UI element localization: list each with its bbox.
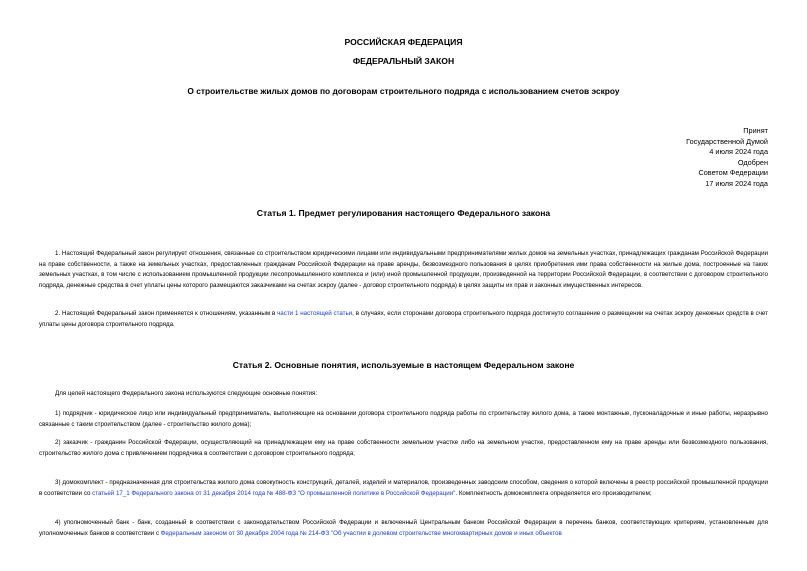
paragraph-text: , в случаях, если сторонами договора строительного подряда достигнуто соглашение о размещении на счетах эскроу денежных средств в счет уплаты цены договора строительного подряда.	[39, 310, 768, 328]
definition-item-2: 2) заказчик - гражданин Российской Федерации, осуществляющий на принадлежащем ему на праве собственности земельном участке либо на земельном участке, предоставленном ему на праве аренды или безвозмездного пользования, строительство жилого дома с привлечением подрядчика в соответствии с договором строительного подряда;	[39, 439, 768, 457]
paragraph-text: 3) домокомплект - предназначенная для строительства жилого дома совокупность конструкций, деталей, изделий и материалов, произведенных заводским способом, сведения о которой включены в реестр российской промышленной продукции в соответствии со	[39, 479, 768, 497]
adoption-line: Государственной Думой	[686, 136, 768, 146]
article-2-intro: Для целей настоящего Федерального закона используются следующие основные понятия:	[55, 390, 318, 397]
article-2-heading: Статья 2. Основные понятия, используемые в настоящем Федеральном законе	[232, 360, 575, 370]
adoption-line: 17 июля 2024 года	[705, 178, 768, 188]
country-heading: РОССИЙСКАЯ ФЕДЕРАЦИЯ	[344, 37, 463, 47]
definition-item-3	[39, 478, 768, 499]
law-title: О строительстве жилых домов по договорам строительного подряда с использованием счетов эскроу	[187, 86, 620, 96]
law-link[interactable]: статьей 17_1 Федерального закона от 31 декабря 2014 года № 488-ФЗ "О промышленной политике в Российской Федерации"	[92, 489, 456, 497]
adoption-line: 4 июля 2024 года	[709, 147, 768, 157]
adoption-block	[686, 126, 768, 190]
article-1-heading: Статья 1. Предмет регулирования настоящего Федерального закона	[256, 208, 551, 218]
article-1-paragraph-2	[39, 309, 768, 330]
article-1-paragraph-1: 1. Настоящий Федеральный закон регулирует отношения, связанные со строительством юридическими лицами или индивидуальными предпринимателями жилых домов на земельных участках, принадлежащих гражданам Российской Федерации на праве собственности, а также на земельных участках, предоставленных гражданам Российской Федерации на праве аренды, безвозмездного пользования в целях приобретения ими права собственности на жилые дома, построенные на таких земельных участках, в том числе с использованием промышленной продукции лесопромышленного комплекса и (или) иной промышленной продукции, произведенной на территории Российской Федерации, в соответствии с договором строительного подряда, денежные средства в счет уплаты цены которого размещаются заказчиками на счетах эскроу (далее - договор строительного подряда) в целях защиты их прав и законных имущественных интересов.	[39, 250, 768, 289]
paragraph-text: . Комплектность домокомплекта определяется его производителем;	[455, 489, 652, 497]
adoption-line: Советом Федерации	[698, 168, 768, 178]
adoption-line: Принят	[743, 126, 768, 135]
definition-item-4	[39, 518, 768, 539]
adoption-line: Одобрен	[737, 157, 768, 167]
paragraph-text: 2. Настоящий Федеральный закон применяется к отношениям, указанным в	[55, 310, 278, 317]
paragraph-text: 4) уполномоченный банк - банк, созданный в соответствии с законодательством Российской Федерации и включенный Центральным банком Российской Федерации в перечень банков, соответствующих критериям, установленным для уполномоченных банков в соответствии с	[39, 519, 768, 537]
definition-item-1: 1) подрядчик - юридическое лицо или индивидуальный предприниматель, выполняющие на основании договора строительного подряда работы по строительству жилого дома, а также монтажные, пусконаладочные и иные работы, неразрывно связанные с таким строительством (далее - строительство жилого дома);	[39, 410, 768, 428]
article-link[interactable]: части 1 настоящей статьи	[277, 310, 353, 317]
law-link[interactable]: Федеральным законом от 30 декабря 2004 года № 214-ФЗ "Об участии в долевом строительстве многоквартирных домов и иных объектов	[160, 529, 562, 537]
law-type-heading: ФЕДЕРАЛЬНЫЙ ЗАКОН	[352, 56, 455, 66]
